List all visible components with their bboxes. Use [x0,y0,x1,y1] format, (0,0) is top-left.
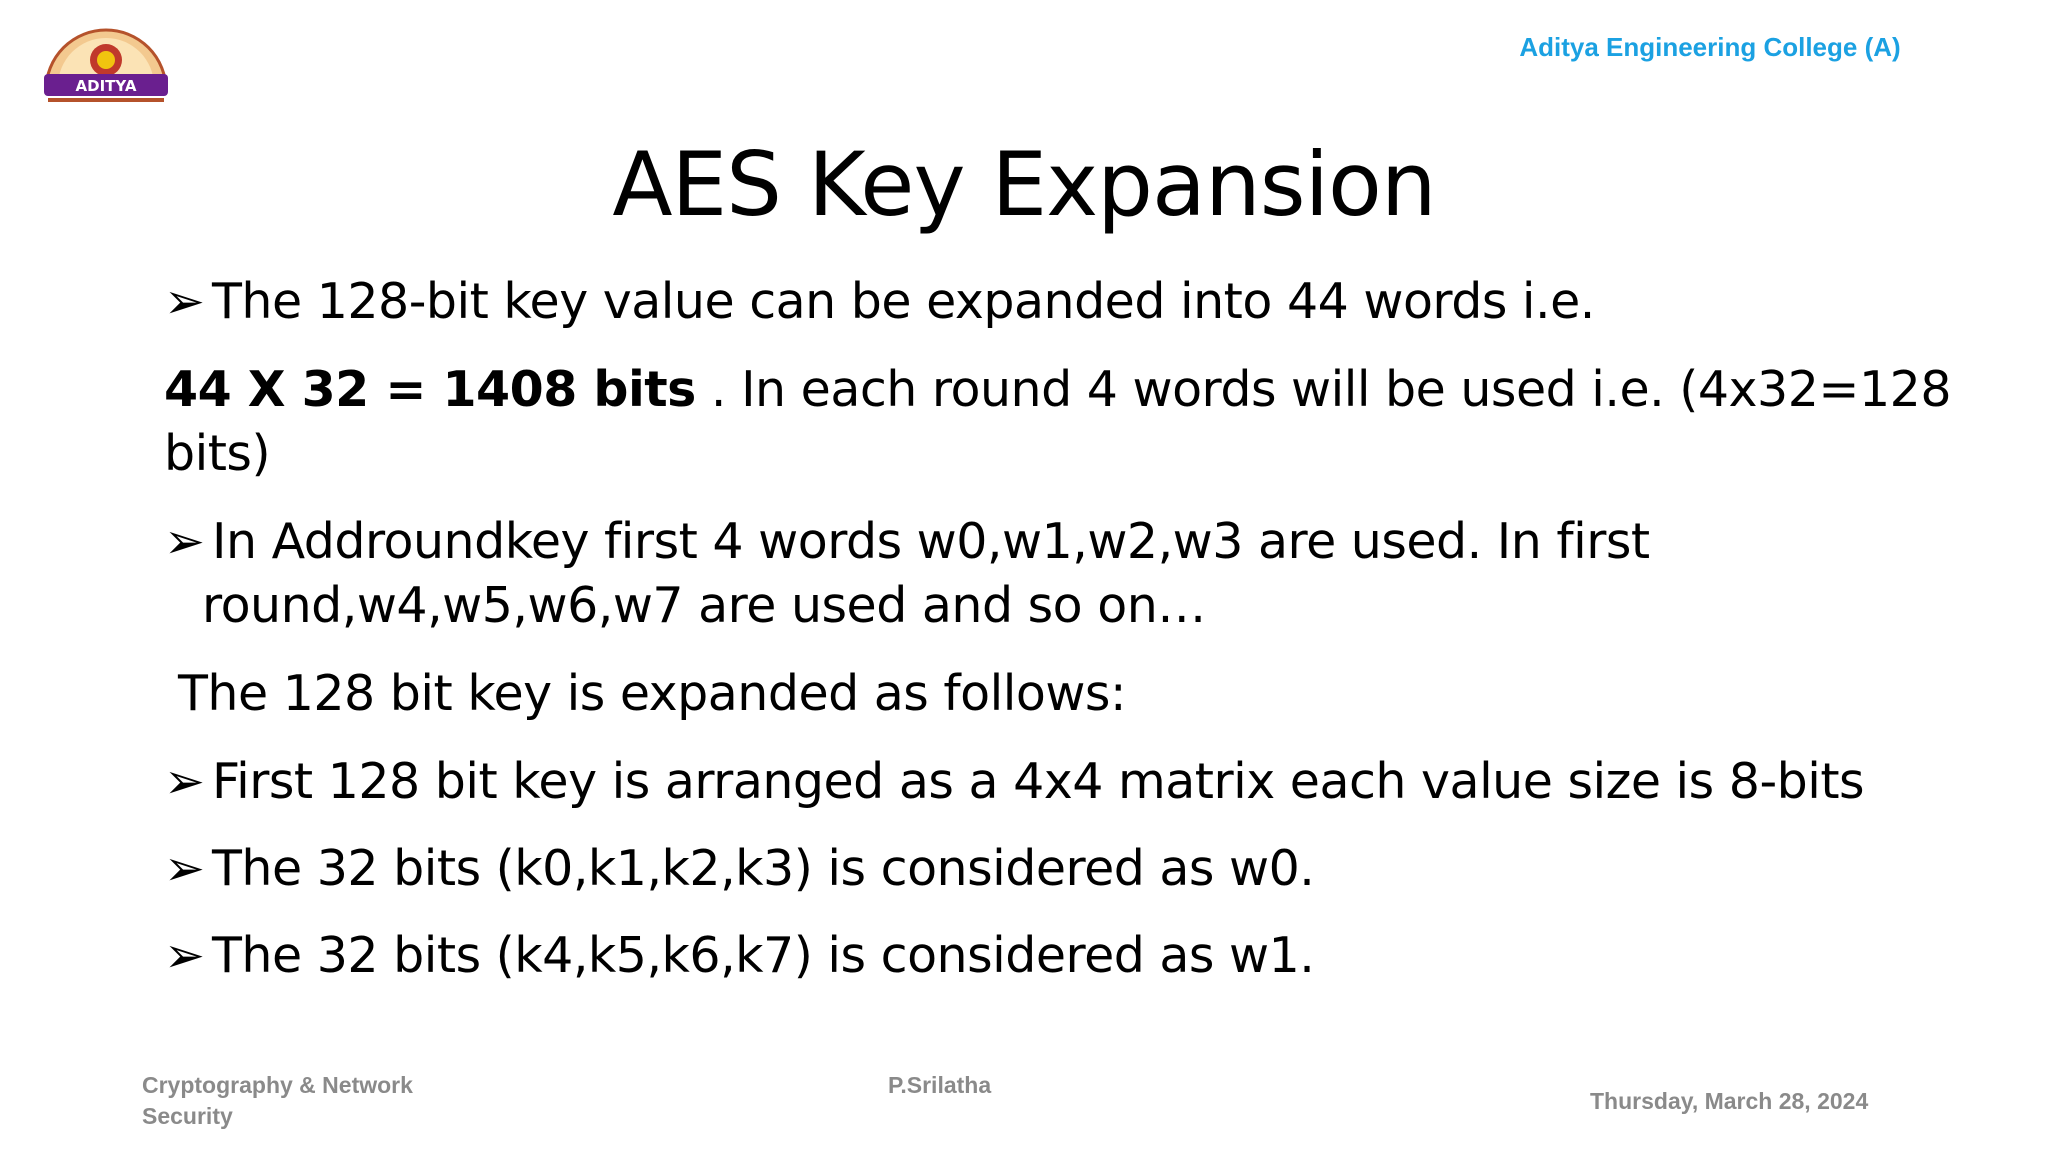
arrow-bullet-icon: ➢ [164,273,205,330]
arrow-bullet-icon: ➢ [164,840,205,897]
bullet-text: First 128 bit key is arranged as a 4x4 matrix each value size is 8-bits [212,753,1865,810]
footer-course-line: Cryptography & Network [142,1072,413,1098]
bullet-item [164,837,1314,901]
bullet-text: In Addroundkey first 4 words w0,w1,w2,w3 are used. In first [212,513,1650,570]
bullet-text: The 32 bits (k0,k1,k2,k3) is considered as w0. [212,840,1315,897]
paragraph-line [164,358,1951,422]
paragraph-text: . In each round 4 words will be used i.e. (4x32=128 [695,361,1951,418]
arrow-bullet-icon: ➢ [164,753,205,810]
footer-date: Thursday, March 28, 2024 [1590,1088,1869,1114]
bullet-continuation: round,w4,w5,w6,w7 are used and so on… [202,577,1206,634]
bullet-item [164,270,1595,334]
paragraph-line: The 128 bit key is expanded as follows: [178,665,1126,722]
bullet-item [164,750,1864,814]
footer-author: P.Srilatha [888,1072,992,1098]
bold-text: 44 X 32 = 1408 bits [164,361,696,418]
slide-title: AES Key Expansion [612,133,1436,236]
bullet-item [164,510,1650,574]
bullet-text: The 32 bits (k4,k5,k6,k7) is considered as w1. [212,927,1315,984]
footer-course [142,1070,413,1132]
bullet-text: The 128-bit key value can be expanded into 44 words i.e. [212,273,1595,330]
bullet-item [164,924,1314,988]
arrow-bullet-icon: ➢ [164,927,205,984]
logo-text: ADITYA [75,77,137,95]
college-logo [38,20,174,104]
arrow-bullet-icon: ➢ [164,513,205,570]
footer-course-line: Security [142,1103,233,1129]
paragraph-continuation: bits) [164,425,271,482]
college-name: Aditya Engineering College (A) [1519,32,1901,62]
